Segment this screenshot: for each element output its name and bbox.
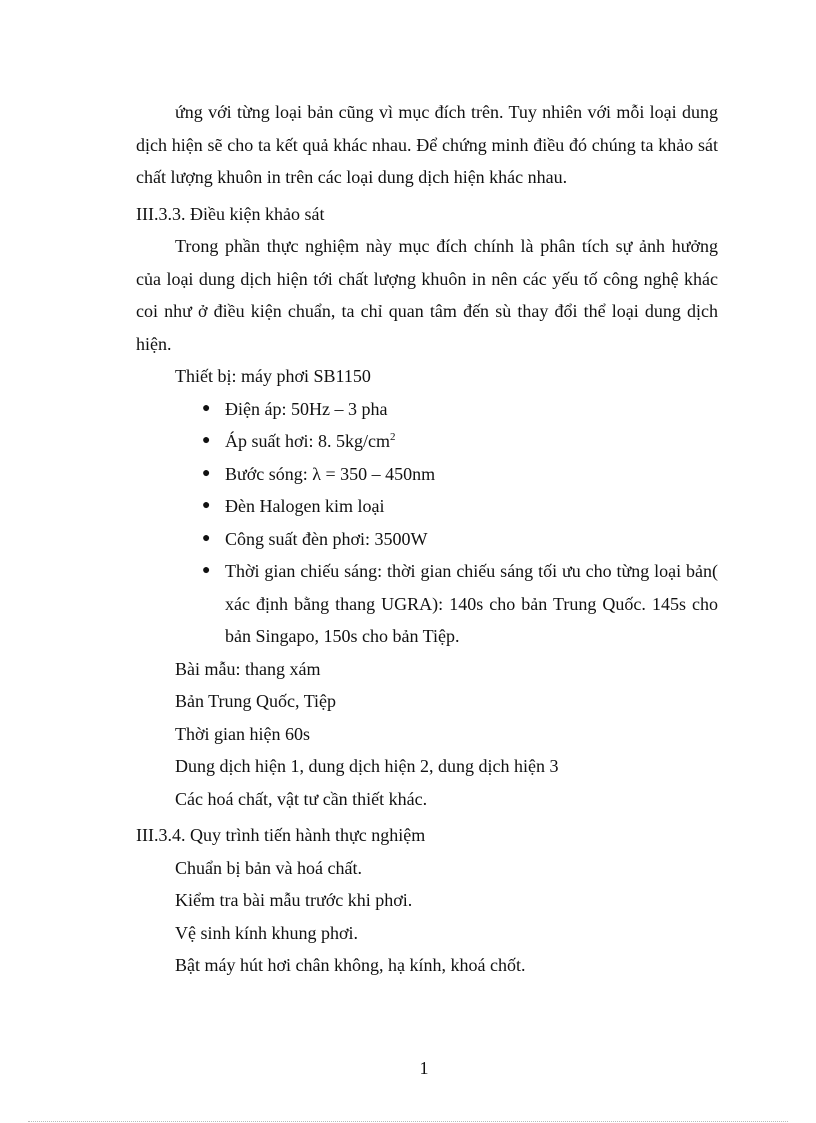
page-content (136, 96, 718, 982)
list-item (202, 555, 718, 653)
intro-paragraph: ứng với từng loại bản cũng vì mục đích trên. Tuy nhiên với mỗi loại dung dịch hiện sẽ cho ta kết quả khác nhau. Để chứng minh điều đó chúng ta khảo sát chất lượng khuôn in trên các loại dung dịch hiện khác nhau. (136, 102, 718, 187)
bullet-icon: ● (202, 498, 211, 513)
list-item (202, 490, 718, 523)
bullet-icon: ● (202, 465, 211, 481)
bullet-icon: ● (202, 563, 211, 578)
sample-line: Bài mẫu: thang xám (175, 658, 321, 679)
section-3-3-paragraph: Trong phần thực nghiệm này mục đích chính là phân tích sự ảnh hưởng của loại dung dịch hiện tới chất lượng khuôn in nên các yếu tố công nghệ khác coi như ở điều kiện chuẩn, ta chỉ quan tâm đến sù thay đổi thể loại dung dịch hiện. (136, 236, 718, 354)
procedure-step: Vệ sinh kính khung phơi. (175, 922, 359, 943)
list-item (202, 425, 718, 458)
power-spec: Công suất đèn phơi: 3500W (225, 528, 428, 549)
developer-solutions-line: Dung dịch hiện 1, dung dịch hiện 2, dung dịch hiện 3 (175, 756, 559, 776)
plates-line: Bản Trung Quốc, Tiệp (175, 691, 337, 711)
procedure-step: Kiểm tra bài mẫu trước khi phơi. (175, 890, 413, 910)
equipment-line: Thiết bị: máy phơi SB1150 (175, 366, 371, 386)
develop-time-line: Thời gian hiện 60s (175, 723, 310, 744)
section-heading-3-3: III.3.3. Điều kiện khảo sát (136, 203, 325, 224)
section-heading-3-4: III.3.4. Quy trình tiến hành thực nghiệm (136, 825, 426, 845)
lamp-spec: Đèn Halogen kim loại (225, 496, 385, 516)
voltage-spec: Điện áp: 50Hz – 3 pha (225, 398, 388, 419)
pressure-superscript: 2 (390, 431, 396, 443)
pressure-spec: Áp suất hơi: 8. 5kg/cm (225, 431, 391, 451)
page-number: 1 (419, 1058, 429, 1078)
bullet-icon: ● (202, 400, 211, 416)
list-item (202, 523, 718, 556)
chemicals-line: Các hoá chất, vật tư cần thiết khác. (175, 788, 428, 809)
bullet-icon: ● (202, 433, 211, 448)
equipment-spec-list (136, 393, 718, 653)
list-item (202, 393, 718, 426)
list-item (202, 458, 718, 491)
bullet-icon: ● (202, 530, 211, 546)
exposure-time-spec: Thời gian chiếu sáng: thời gian chiếu sáng tối ưu cho từng loại bản( xác định bằng thang UGRA): 140s cho bản Trung Quốc. 145s cho bản Singapo, 150s cho bản Tiệp. (225, 561, 718, 646)
wavelength-spec: Bước sóng: λ = 350 – 450nm (225, 463, 436, 484)
page-bottom-divider (28, 1121, 788, 1122)
procedure-step: Chuẩn bị bản và hoá chất. (175, 857, 362, 878)
procedure-step: Bật máy hút hơi chân không, hạ kính, khoá chốt. (175, 955, 526, 975)
